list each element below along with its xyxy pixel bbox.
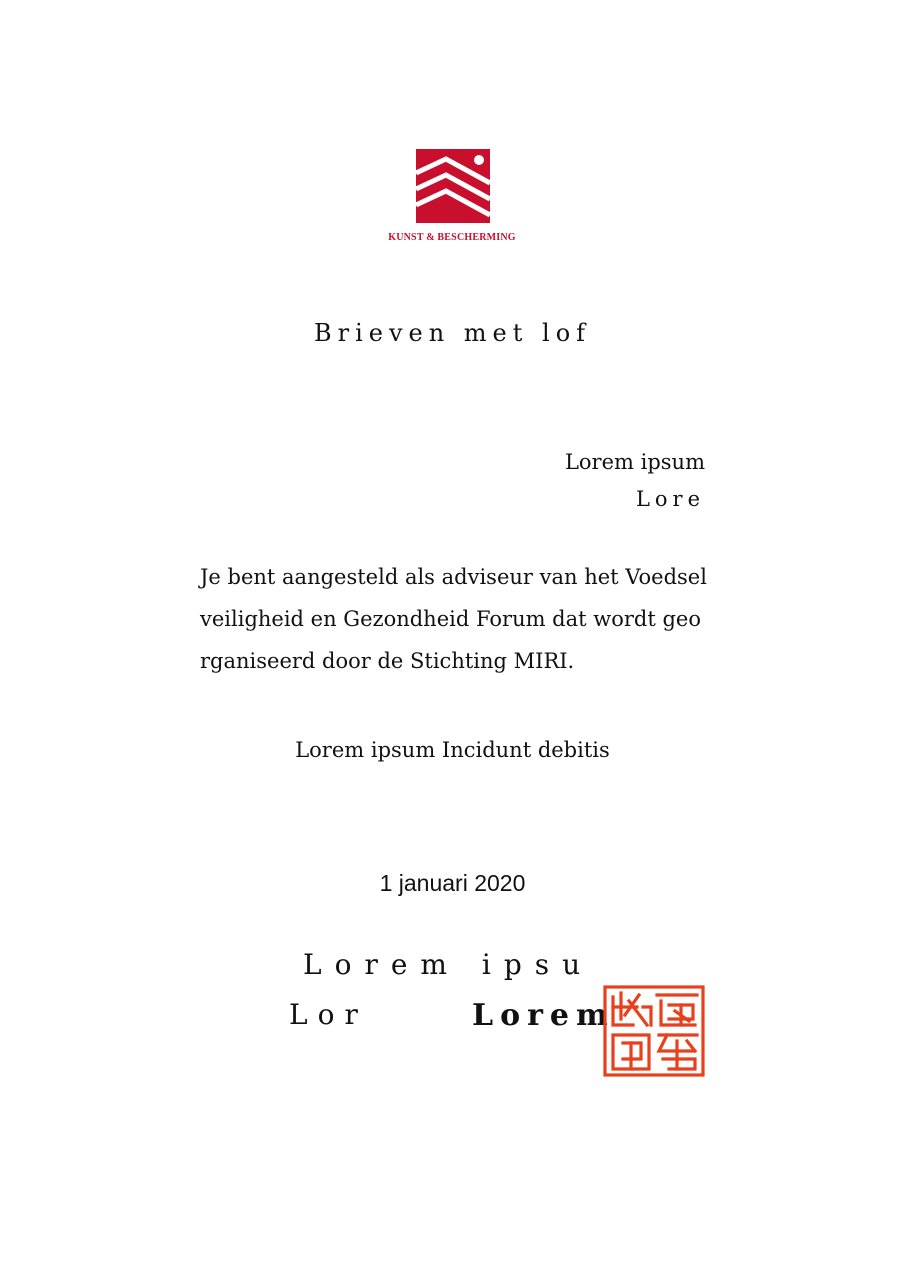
signature-line-2-right: Lorem [472,998,615,1033]
letter-date: 1 januari 2020 [379,870,526,896]
recipient-block [565,444,705,518]
letter-closing: Lorem ipsum Incidunt debitis [295,738,610,762]
recipient-name: Lorem ipsum [564,450,705,474]
letter-body: Je bent aangesteld als adviseur van het Voedselveiligheid en Gezondheid Forum dat wordt georganiseerd door de Stichting MIRI. [200,565,707,673]
signature-line-1: Lorem ipsu [303,948,594,981]
letter-title: Brieven met lof [313,319,592,347]
organization-name: KUNST & BESCHERMING [388,232,516,243]
organization-logo-icon [416,149,490,223]
seal-stamp-icon [603,985,705,1077]
signature-line-2-left: Lor [289,998,368,1031]
recipient-subline: Lore [635,487,705,511]
